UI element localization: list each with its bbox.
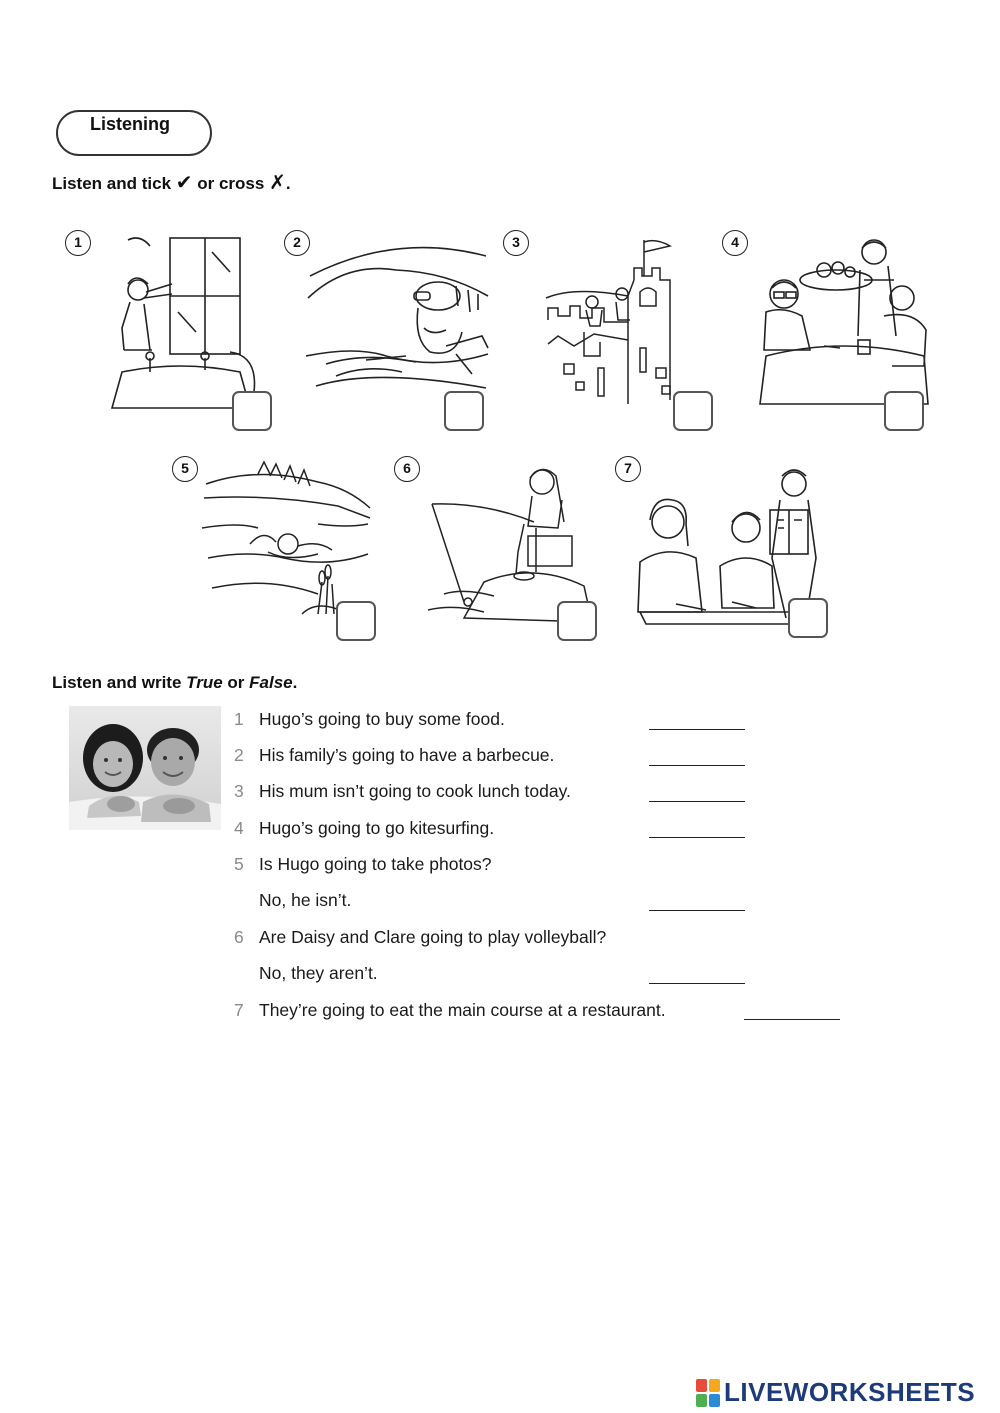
- answer-blank-1[interactable]: [649, 707, 745, 730]
- question-number: 5: [234, 854, 244, 874]
- answer-box-1[interactable]: [232, 391, 272, 431]
- question-number: 3: [234, 781, 244, 801]
- instruction-true-false: Listen and write True or False.: [52, 673, 298, 692]
- girl-fishing-icon: [424, 462, 594, 622]
- question-number: 7: [234, 1000, 244, 1020]
- instruction-tick-cross: Listen and tick ✔ or cross ✗.: [52, 172, 291, 194]
- logo-text: LIVEWORKSHEETS: [724, 1377, 976, 1407]
- boy-swimming-in-river-icon: [198, 458, 374, 618]
- picture-number-3: 3: [503, 230, 529, 256]
- question-text: His mum isn’t going to cook lunch today.: [259, 781, 571, 801]
- picture-number-1: 1: [65, 230, 91, 256]
- people-visiting-castle-icon: [544, 236, 694, 404]
- picture-number-4: 4: [722, 230, 748, 256]
- answer-blank-2[interactable]: [649, 743, 745, 766]
- answer-box-7[interactable]: [788, 598, 828, 638]
- answer-blank-4[interactable]: [649, 815, 745, 838]
- answer-box-2[interactable]: [444, 391, 484, 431]
- caver-in-tunnel-icon: [306, 236, 490, 408]
- answer-blank-7[interactable]: [744, 997, 840, 1020]
- section-title: Listening: [90, 114, 170, 134]
- answer-blank-6[interactable]: [649, 961, 745, 984]
- answer-blank-3[interactable]: [649, 779, 745, 802]
- question-text: Hugo’s going to go kitesurfing.: [259, 818, 495, 838]
- picture-number-5: 5: [172, 456, 198, 482]
- question-text: Is Hugo going to take photos?: [259, 854, 492, 874]
- answer-box-6[interactable]: [557, 601, 597, 641]
- section-heading: [56, 110, 212, 156]
- question-number: 2: [234, 745, 244, 765]
- question-answer-text: No, they aren’t.: [259, 963, 378, 983]
- question-number: 1: [234, 709, 244, 729]
- question-number: 6: [234, 927, 244, 947]
- question-number: 4: [234, 818, 244, 838]
- cross-icon: ✗: [269, 172, 286, 194]
- answer-box-3[interactable]: [673, 391, 713, 431]
- answer-box-4[interactable]: [884, 391, 924, 431]
- answer-blank-5[interactable]: [649, 888, 745, 911]
- picture-number-2: 2: [284, 230, 310, 256]
- liveworksheets-logo-icon: [696, 1379, 720, 1407]
- question-text: His family’s going to have a barbecue.: [259, 745, 555, 765]
- question-answer-text: No, he isn’t.: [259, 890, 352, 910]
- children-photo: [69, 706, 221, 830]
- girl-opening-window-icon: [100, 232, 260, 410]
- family-at-restaurant-icon: [754, 236, 932, 408]
- picture-number-6: 6: [394, 456, 420, 482]
- question-text: Hugo’s going to buy some food.: [259, 709, 505, 729]
- question-text: They’re going to eat the main course at a restaurant.: [259, 1000, 666, 1020]
- question-text: Are Daisy and Clare going to play volleyball?: [259, 927, 607, 947]
- tick-icon: ✔: [175, 172, 193, 194]
- answer-box-5[interactable]: [336, 601, 376, 641]
- picture-number-7: 7: [615, 456, 641, 482]
